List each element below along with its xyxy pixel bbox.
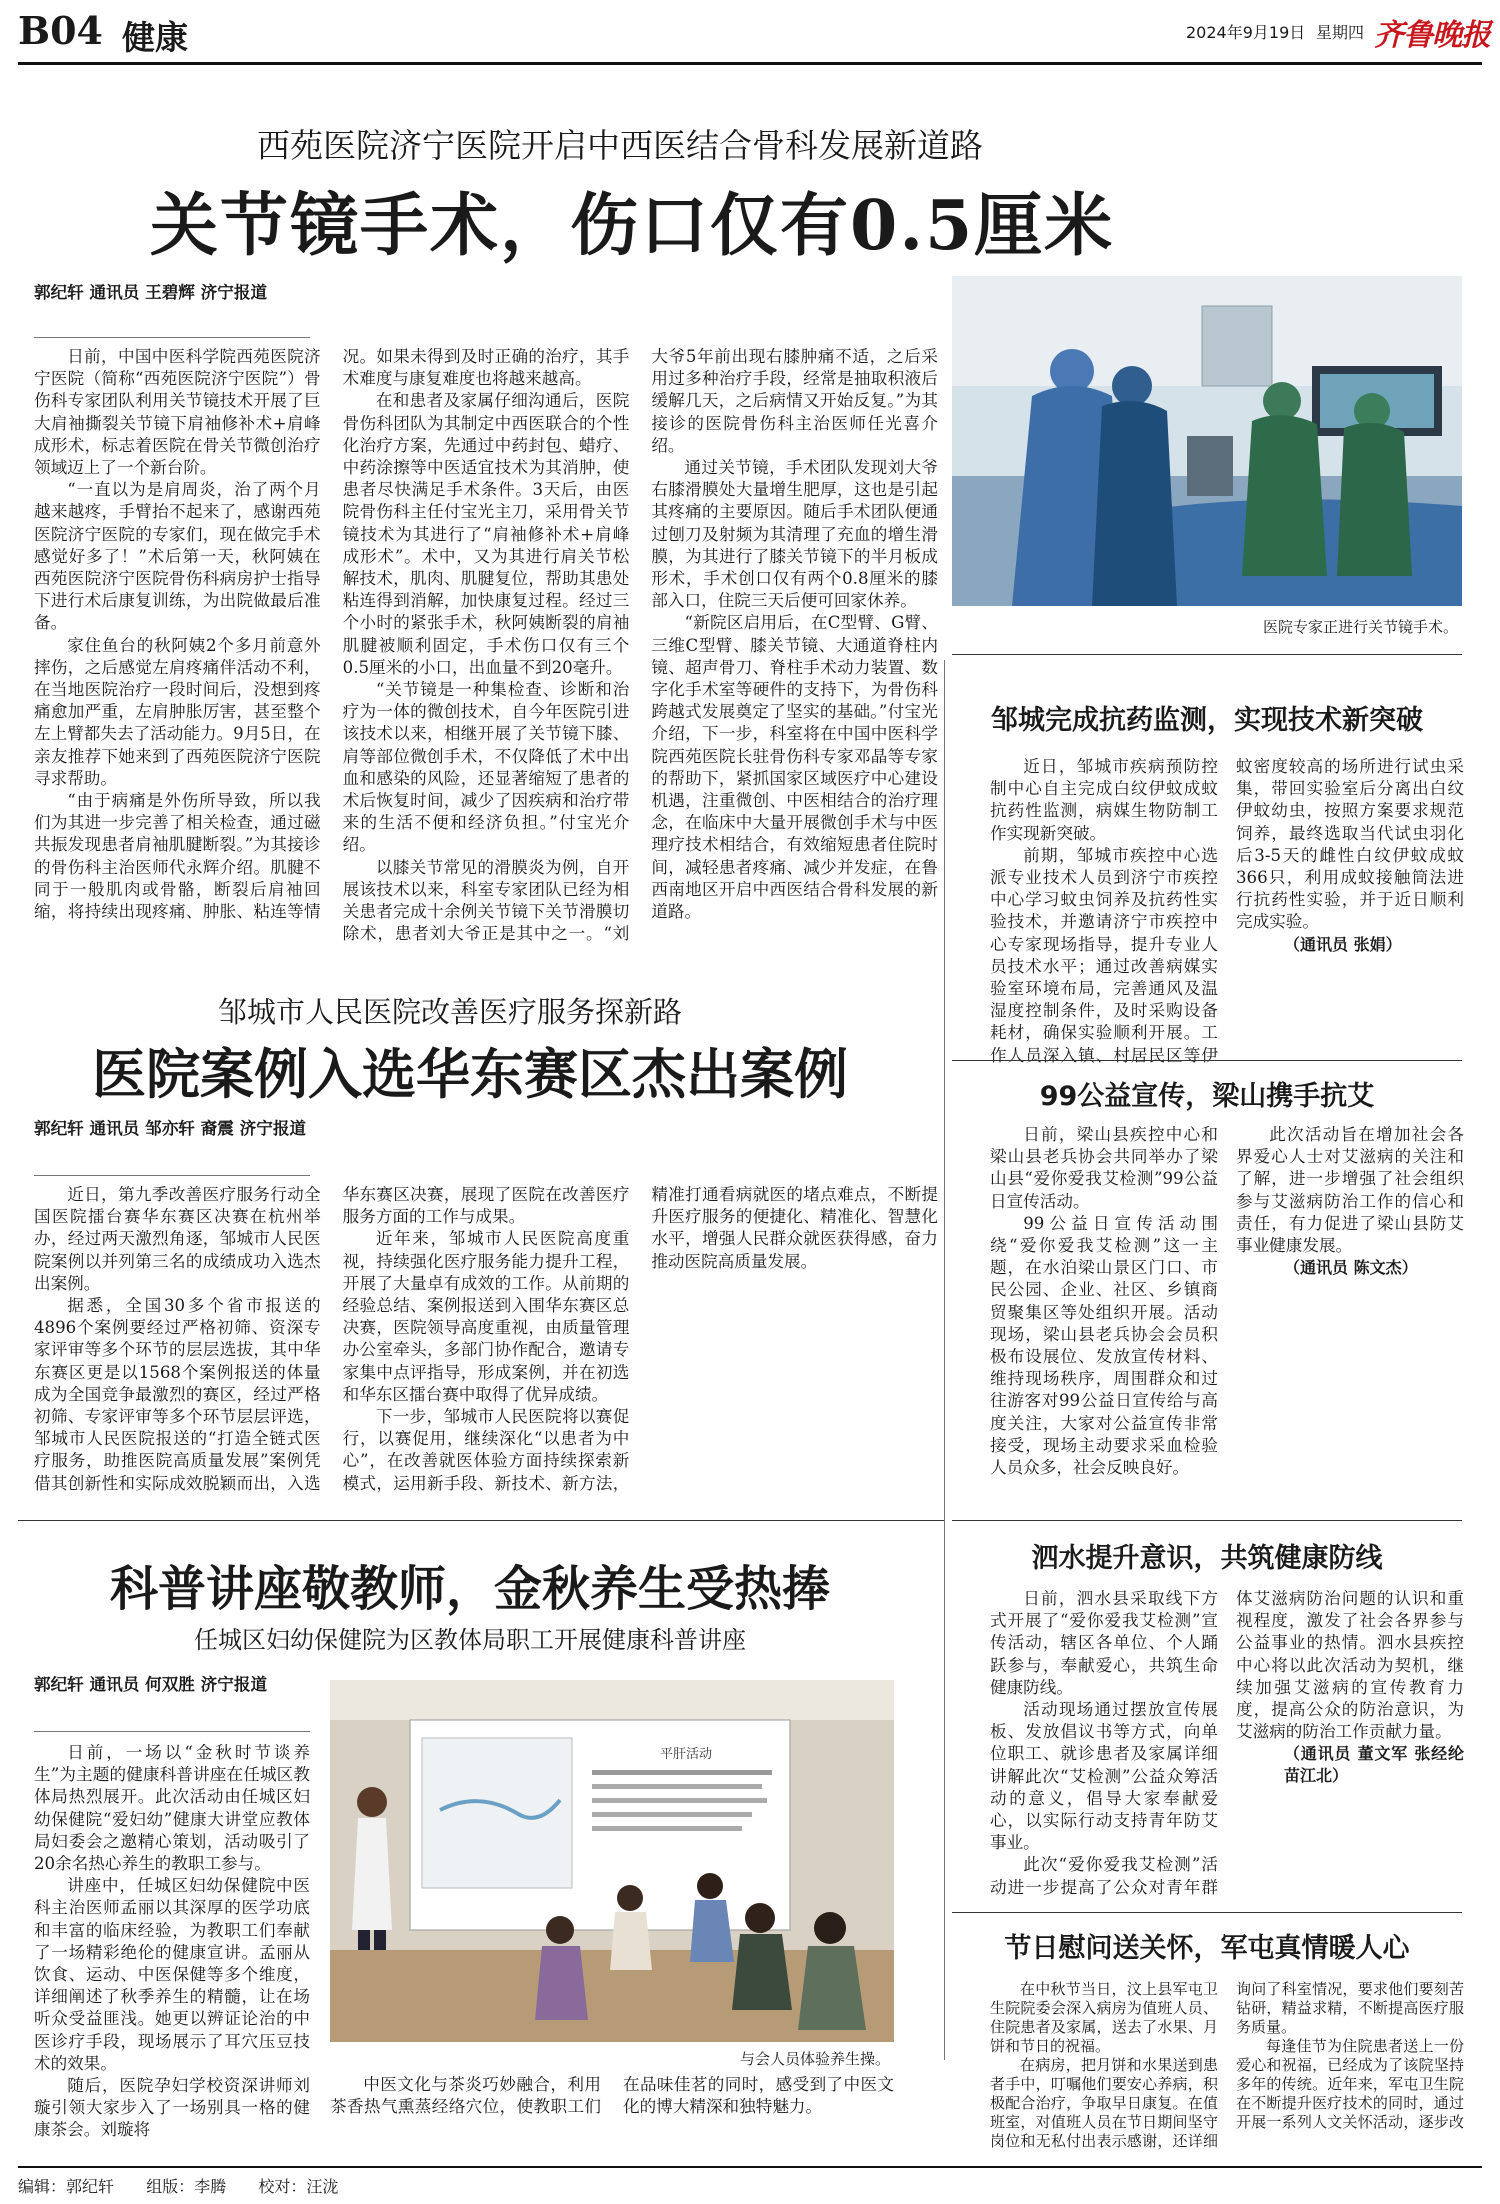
paragraph: 此次“爱你爱我艾检测”活动进一步提高了公众对青年群体艾滋病防治问题的认识和重视程度，激发了社会各界参与公益事业的热情。泗水县疾控中心将以此次活动为契机，继续加强艾滋病的宣传教育力度，提高公众的防治意识，为艾滋病的防治工作贡献力量。 — [990, 1589, 1464, 1897]
paragraph: 在和患者及家属仔细沟通后，医院骨伤科团队为其制定中西医联合的个性化治疗方案，先通过中药封包、蜡疗、中药涂擦等中医适宜技术为其消肿，使患者尽快满足手术条件。3天后，由医院骨伤科主任付宝光主刀，采用骨关节镜技术为其进行了“肩袖修补术+肩峰成形术”。术中，又为其进行肩关节松解技术，肌肉、肌腱复位，帮助其患处粘连得到消解，加快康复过程。经过三个小时的紧张手术，秋阿姨断裂的肩袖肌腱被顺利固定，手术伤口仅有三个0.5厘米的小口，出血量不到20毫升。 — [342, 391, 630, 677]
slide-header: 平肝活动 — [660, 1747, 713, 1762]
article2-headline: 医院案例入选华东赛区杰出案例 — [92, 1042, 848, 1106]
article3-kicker: 任城区妇幼保健院为区教体局职工开展健康科普讲座 — [194, 1626, 746, 1654]
brief3-title: 泗水提升意识，共筑健康防线 — [1031, 1543, 1383, 1574]
brief2-credit: （通讯员 陈文杰） — [1284, 1258, 1418, 1278]
issue-weekday: 星期四 — [1316, 23, 1365, 42]
divider — [952, 1060, 1462, 1061]
masthead — [0, 0, 1500, 60]
paragraph: 日前，一场以“金秋时节谈养生”为主题的健康科普讲座在任城区教体局热烈展开。此次活动由任城区妇幼保健院“爱妇幼”健康大讲堂应教体局妇委会之邀精心策划，活动吸引了20余名热心养生的教职工参与。 — [34, 1743, 310, 1874]
article2-kicker: 邹城市人民医院改善医疗服务探新路 — [217, 995, 682, 1029]
paragraph: “新院区启用后，在C型臂、G臂、三维C型臂、膝关节镜、大通道脊柱内镜、超声骨刀、脊柱手术动力装置、数字化手术室等硬件的支持下，为骨伤科跨越式发展奠定了坚实的基础。”付宝光介绍，下一步，科室将在中国中医科学院西苑医院长驻骨伤科专家邓晶等专家的帮助下，紧抓国家区域医疗中心建设机遇，注重微创、中医相结合的治疗理念，在临床中大量开展微创手术与中医理疗技术相结合，有效缩短患者住院时间，减轻患者疼痛、减少并发症，在鲁西南地区开启中西医结合骨科发展的新道路。 — [651, 613, 938, 922]
paragraph: 近日，邹城市疾病预防控制中心自主完成白纹伊蚊成蚊抗药性监测，病媒生物防制工作实现新突破。 — [990, 757, 1218, 843]
lecture-photo-caption: 与会人员体验养生操。 — [739, 2050, 890, 2068]
brief4-title: 节日慰问送关怀，军屯真情暖人心 — [1004, 1933, 1410, 1964]
brief4-body — [990, 1980, 1464, 2158]
paragraph: 近年来，邹城市人民医院高度重视，持续强化医疗服务能力提升工程，开展了大量卓有成效的工作。从前期的经验总结、案例报送到入围华东赛区总决赛，医院领导高度重视，由质量管理办公室牵头，多部门协作配合，邀请专家集中点评指导，形成案例，并在初选和华东区擂台赛中取得了优异成绩。 — [342, 1229, 630, 1404]
paragraph: 家住鱼台的秋阿姨2个多月前意外摔伤，之后感觉左肩疼痛伴活动不利，在当地医院治疗一段时间后，没想到疼痛愈加严重，左肩肿胀厉害，甚至整个左上臂都失去了活动能力。9月5日，在亲友推荐下她来到了西苑医院济宁医院寻求帮助。 — [34, 635, 321, 788]
article1-body — [34, 346, 938, 964]
brief3-body — [990, 1588, 1464, 1900]
article2-body — [34, 1184, 938, 1510]
article3-body-bottom — [330, 2074, 894, 2162]
surgery-photo-caption: 医院专家正进行关节镜手术。 — [1262, 618, 1458, 636]
article3-body-left — [34, 1742, 310, 2152]
brief2-body — [990, 1124, 1464, 1514]
article3-headline: 科普讲座敬教师，金秋养生受热捧 — [109, 1561, 830, 1617]
paper-logo: 齐鲁晚报 — [1374, 18, 1490, 53]
paragraph: 每逢佳节为住院患者送上一份爱心和祝福，已经成为了该院坚持多年的传统。近年来，军屯卫生院在不断提升医疗技术的同时，通过开展一系列人文关怀活动，逐步改 — [1236, 2037, 1464, 2131]
paragraph: 近日，第九季改善医疗服务行动全国医院擂台赛华东赛区决赛在杭州举办，经过两天激烈角逐，邹城市人民医院案例以并列第三名的成绩成功入选杰出案例。 — [34, 1185, 321, 1293]
paragraph: 前期，邹城市疾控中心选派专业技术人员到济宁市疾控中心学习蚊虫饲养及抗药性实验技术，并邀请济宁市疾控中心专家现场指导，提升专业人员技术水平；通过改善病媒实验室环境布局，完善通风及温湿度控制条件，及时采购设备耗材，确保实验顺利开展。工作人员深入镇、村居民区等伊蚊密度较高的场所进行试虫采集，带回实验室后分离出白纹伊蚊幼虫，按照方案要求规范饲养，最终选取当代试虫羽化后3-5天的雌性白纹伊蚊成蚊366只，利用成蚊接触筒法进行抗药性实验，并于近日顺利完成实验。 — [990, 757, 1464, 1065]
article3-byline: 郭纪轩 通讯员 何双胜 济宁报道 — [34, 1674, 310, 1732]
paragraph: 在病房，把月饼和水果送到患者手中，叮嘱他们要安心养病，积极配合治疗，争取早日康复。在值班室，对值班人员在节日期间坚守岗位和无私付出表示感谢，还详细询问了科室情况，要求他们要刻苦钻研，精益求精，不断提高医疗服务质量。 — [990, 1980, 1464, 2150]
surgery-photo — [952, 276, 1462, 606]
lecture-photo — [330, 1680, 894, 2042]
divider — [18, 1520, 944, 1521]
paragraph: 在中秋节当日，汶上县军屯卫生院院委会深入病房为值班人员、住院患者及家属，送去了水果、月饼和节日的祝福。 — [990, 1980, 1218, 2055]
paragraph: 活动现场通过摆放宣传展板、发放倡议书等方式，向单位职工、就诊患者及家属详细讲解此次“艾检测”公益众筹活动的意义，倡导大家奉献爱心，以实际行动支持青年防艾事业。 — [990, 1700, 1218, 1853]
page-code: B04 — [18, 8, 103, 53]
paragraph: “一直以为是肩周炎，治了两个月越来越疼，手臂抬不起来了，感谢西苑医院济宁医院的专家们，现在做完手术感觉好多了！”术后第一天，秋阿姨在西苑医院济宁医院骨伤科病房护士指导下进行术后康复训练，为出院做最后准备。 — [34, 480, 321, 633]
paragraph: 随后，医院孕妇学校资深讲师刘璇引领大家步入了一场别具一格的健康茶会。刘璇将 — [34, 2076, 310, 2140]
issue-date: 2024年9月19日 — [1186, 23, 1306, 42]
brief1-title: 邹城完成抗药监测，实现技术新突破 — [991, 705, 1423, 736]
paragraph: 通过关节镜，手术团队发现刘大爷右膝滑膜处大量增生肥厚，这也是引起其疼痛的主要原因。随后手术团队便通过刨刀及射频为其清理了充血的增生滑膜，为其进行了膝关节镜下的半月板成形术，手术创口仅有两个0.8厘米的膝部入口，住院三天后便可回家休养。 — [651, 458, 938, 611]
brief3-credit: （通讯员 董文军 张经纶 苗江北） — [1284, 1744, 1464, 1786]
masthead-rule — [18, 62, 1482, 65]
footer-editor: 编辑：郭纪轩 — [18, 2177, 115, 2196]
paragraph: 99公益日宣传活动围绕“爱你爱我艾检测”这一主题，在水泊梁山景区门口、市民公园、企业、社区、乡镇商贸聚集区等处组织开展。活动现场，梁山县老兵协会会员积极布设展位、发放宣传材料、维持现场秩序，周围群众和过往游客对99公益日宣传给与高度关注，大家对公益宣传非常接受，现场主动要求采血检验人员众多，社会反映良好。 — [990, 1213, 1218, 1478]
article1-headline: 关节镜手术，伤口仅有0.5厘米 — [150, 186, 1115, 266]
paragraph: 中医文化与茶炎巧妙融合，利用茶香热气熏蒸经络穴位，使教职工们在品味佳茗的同时，感受到了中医文化的博大精深和独特魅力。 — [330, 2075, 894, 2117]
paragraph: 日前，中国中医科学院西苑医院济宁医院（简称“西苑医院济宁医院”）骨伤科专家团队利用关节镜技术开展了巨大肩袖撕裂关节镜下肩袖修补术+肩峰成形术，标志着医院在骨关节微创治疗领域迈上了一个新台阶。 — [34, 347, 321, 478]
paragraph: 日前，梁山县疾控中心和梁山县老兵协会共同举办了梁山县“爱你爱我艾检测”99公益日宣传活动。 — [990, 1125, 1218, 1211]
footer-layout: 组版：李腾 — [146, 2177, 227, 2196]
article2-byline: 郭纪轩 通讯员 邹亦轩 裔震 济宁报道 — [34, 1118, 310, 1176]
section-name: 健康 — [122, 18, 188, 57]
surgery-scene-illustration — [952, 276, 1462, 606]
article1-kicker: 西苑医院济宁医院开启中西医结合骨科发展新道路 — [257, 126, 983, 165]
paragraph: 据悉，全国30多个省市报送的4896个案例要经过严格初筛、资深专家评审等多个环节的层层选拔，其中华东赛区更是以1568个案例报送的体量成为全国竞争最激烈的赛区，经过严格初筛、专家评审等多个环节层层评选，邹城市人民医院报送的“打造全链式医疗服务，助推医院高质量发展”案例凭借其创新性和实际成效脱颖而出，入选华东赛区决赛，展现了医院在改善医疗服务方面的工作与成果。 — [34, 1185, 630, 1493]
brief1-credit: （通讯员 张娟） — [1284, 934, 1402, 954]
paragraph: “关节镜是一种集检查、诊断和治疗为一体的微创技术，自今年医院引进该技术以来，相继开展了关节镜下膝、肩等部位微创手术，不仅降低了术中出血和感染的风险，还显著缩短了患者的术后恢复时间，减少了因疾病和治疗带来的生活不便和经济负担。”付宝光介绍。 — [342, 680, 630, 855]
divider — [952, 654, 1462, 655]
brief2-title: 99公益宣传，梁山携手抗艾 — [1039, 1081, 1375, 1112]
column-divider — [944, 660, 945, 2060]
divider — [952, 1912, 1462, 1913]
footer — [18, 2174, 338, 2197]
paragraph: 日前，泗水县采取线下方式开展了“爱你爱我艾检测”宣传活动，辖区各单位、个人踊跃参与，奉献爱心，共筑生命健康防线。 — [990, 1589, 1218, 1697]
paragraph: “由于病痛是外伤所导致，所以我们为其进一步完善了相关检查，通过磁共振发现患者肩袖肌腱断裂。”为其接诊的骨伤科主治医师代永辉介绍。肌腱不同于一般肌肉或骨骼，断裂后肩袖回缩，将持续出现疼痛、肿胀、粘连等情况。如果未得到及时正确的治疗，其手术难度与康复难度也将越来越高。 — [34, 347, 630, 922]
paragraph: 下一步，邹城市人民医院将以赛促行，以赛促用，继续深化“以患者为中心”，在改善就医体验方面持续探索新模式，运用新手段、新技术、新方法，精准打通看病就医的堵点难点，不断提升医疗服务的便捷化、精准化、智慧化水平，增强人民群众就医获得感，奋力推动医院高质量发展。 — [342, 1185, 938, 1493]
footer-proof: 校对：汪泷 — [258, 2177, 339, 2196]
article1-byline: 郭纪轩 通讯员 王碧辉 济宁报道 — [34, 282, 310, 338]
brief1-body — [990, 756, 1464, 1068]
paragraph: 以膝关节常见的滑膜炎为例，自开展该技术以来，科室专家团队已经为相关患者完成十余例关节镜下关节滑膜切除术，患者刘大爷正是其中之一。“刘大爷5年前出现右膝肿痛不适，之后采用过多种治疗手段，经常是抽取积液后缓解几天，之后病情又开始反复。”为其接诊的医院骨伤科主治医师任光喜介绍。 — [342, 347, 938, 944]
paragraph: 讲座中，任城区妇幼保健院中医科主治医师孟丽以其深厚的医学功底和丰富的临床经验，为教职工们奉献了一场精彩绝伦的健康宣讲。孟丽从饮食、运动、中医保健等多个维度，详细阐述了秋季养生的精髓，让在场听众受益匪浅。她更以辨证论治的中医诊疗手段，现场展示了耳穴压豆技术的效果。 — [34, 1876, 310, 2073]
footer-rule — [18, 2166, 1482, 2168]
paragraph: 此次活动旨在增加社会各界爱心人士对艾滋病的关注和了解，进一步增强了社会组织参与艾滋病防治工作的信心和责任，有力促进了梁山县防艾事业健康发展。 — [1236, 1125, 1464, 1256]
divider — [952, 1520, 1462, 1521]
